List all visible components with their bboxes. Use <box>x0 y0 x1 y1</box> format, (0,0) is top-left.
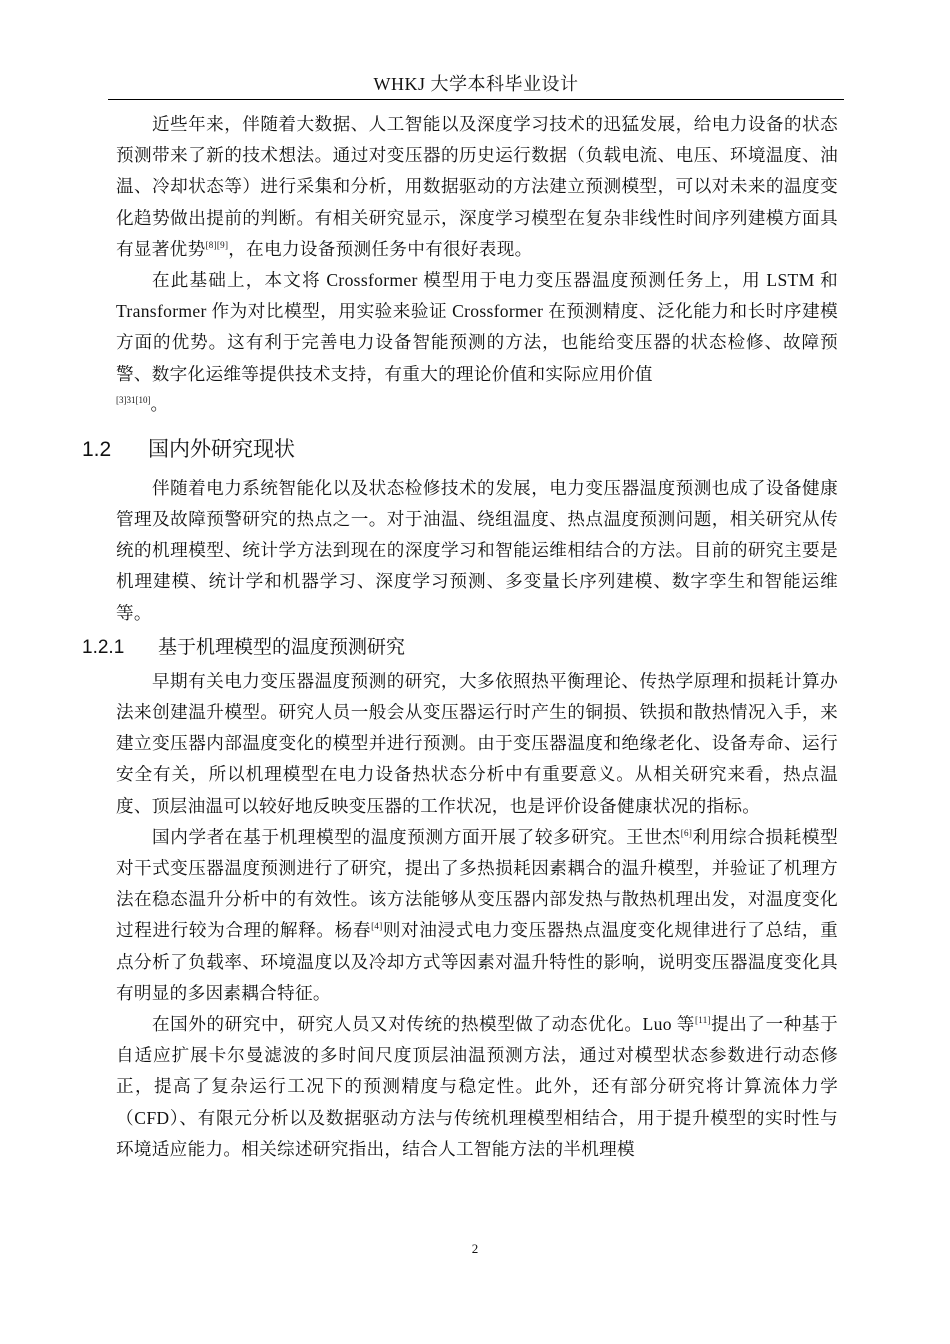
subsection-heading <box>82 632 838 664</box>
paragraph-text: 利用综合损耗模型对干式变压器温度预测进行了研究，提出了多热损耗因素耦合的温升模型，并验证了机理方法在稳态温升分析中的有效性。该方法能够从变压器内部发热与散热机理出发，对温度变化过程进行较为合理的解释。杨春 <box>116 826 838 941</box>
paragraph-text: 在国外的研究中，研究人员又对传统的热模型做了动态优化。Luo 等 <box>152 1014 695 1035</box>
subsection-title: 基于机理模型的温度预测研究 <box>158 636 406 658</box>
paragraph-mechanism-early: 早期有关电力变压器温度预测的研究，大多依照热平衡理论、传热学原理和损耗计算办法来创建温升模型。研究人员一般会从变压器运行时产生的铜损、铁损和散热情况入手，来建立变压器内部温度变化的模型并进行预测。由于变压器温度和绝缘老化、设备寿命、运行安全有关，所以机理模型在电力设备热状态分析中有重要意义。从相关研究来看，热点温度、顶层油温可以较好地反映变压器的工作状况，也是评价设备健康状况的指标。 <box>116 670 838 816</box>
paragraph-tail <box>82 390 838 418</box>
section-title: 国内外研究现状 <box>148 437 295 461</box>
citation: [8][9] <box>205 239 229 250</box>
section-heading <box>82 430 838 470</box>
page-number: 2 <box>471 1241 479 1256</box>
running-header: WHKJ 大学本科毕业设计 <box>373 74 579 94</box>
paragraph-text: 在此基础上，本文将 Crossformer 模型用于电力变压器温度预测任务上，用 LSTM 和 Transformer 作为对比模型，用实验来验证 Crossformer 在预测精度、泛化能力和长时序建模方面的优势。这有利于完善电力设备智能预测的方法，也能给变压器的状态检修、故障预警、数字化运维等提供技术支持，有重大的理论价值和实际应用价值 <box>116 270 838 384</box>
paragraph-text: ，在电力设备预测任务中有很好表现。 <box>228 238 533 259</box>
citation: [6] <box>680 828 693 838</box>
paragraph-text: 则对油浸式电力变压器热点温度变化规律进行了总结，重点分析了负载率、环境温度以及冷却方式等因素对温升特性的影响，说明变压器温度变化具有明显的多因素耦合特征。 <box>116 920 838 1003</box>
paragraph-intro <box>82 109 838 265</box>
citation: [11] <box>694 1015 711 1026</box>
citation: [4] <box>371 921 383 932</box>
page-content <box>82 109 838 1165</box>
subsection-number: 1.2.1 <box>82 636 125 658</box>
paragraph-text: 提出了一种基于自适应扩展卡尔曼滤波的多时间尺度顶层油温预测方法，通过对模型状态参数进行动态修正，提高了复杂运行工况下的预测精度与稳定性。此外，还有部分研究将计算流体力学（CFD）、有限元分析以及数据驱动方法与传统机理模型相结合，用于提升模型的实时性与环境适应能力。相关综述研究指出，结合人工智能方法的半机理模 <box>116 1014 838 1159</box>
paragraph-foreign-research <box>82 1009 838 1165</box>
section-number: 1.2 <box>82 437 112 461</box>
paragraph-research-status: 伴随着电力系统智能化以及状态检修技术的发展，电力变压器温度预测也成了设备健康管理及故障预警研究的热点之一。对于油温、绕组温度、热点温度预测问题，相关研究从传统的机理模型、统计学方法到现在的深度学习和智能运维相结合的方法。目前的研究主要是机理建模、统计学和机器学习、深度学习预测、多变量长序列建模、数字孪生和智能运维等。 <box>116 477 838 623</box>
paragraph-domestic-research <box>82 822 838 1009</box>
paragraph-text: 近些年来，伴随着大数据、人工智能以及深度学习技术的迅猛发展，给电力设备的状态预测带来了新的技术想法。通过对变压器的历史运行数据（负载电流、电压、环境温度、油温、冷却状态等）进行采集和分析，用数据驱动的方法建立预测模型，可以对未来的温度变化趋势做出提前的判断。有相关研究显示，深度学习模型在复杂非线性时间序列建模方面具有显著优势 <box>116 114 838 259</box>
paragraph-study-purpose <box>82 265 838 390</box>
paragraph-text: 。 <box>150 393 169 414</box>
citation: [3]31[10] <box>116 394 151 405</box>
header-rule <box>108 99 844 100</box>
paragraph-text: 国内学者在基于机理模型的温度预测方面开展了较多研究。王世杰 <box>152 826 681 847</box>
